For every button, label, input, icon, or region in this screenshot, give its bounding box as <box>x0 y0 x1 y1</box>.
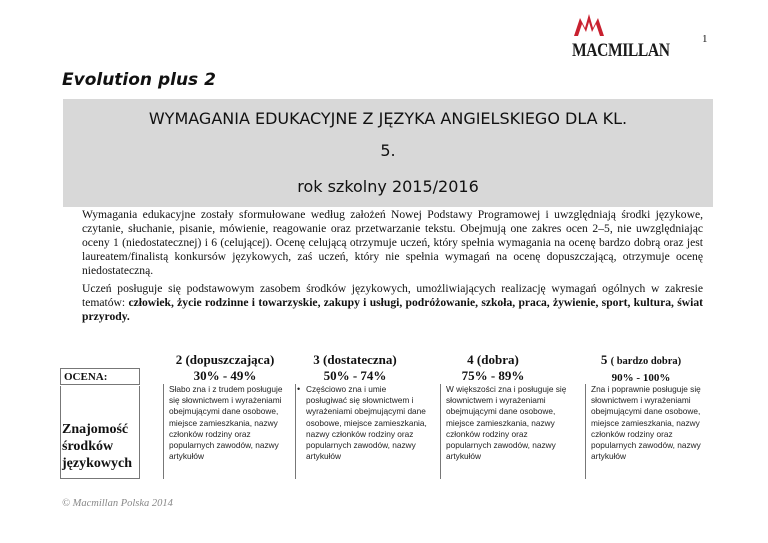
cell-grade-4: W większości zna i posługuje się słownictwem i wyrażeniami obejmującymi dane osobowe, miejsce zamieszkania, nazwy członków rodziny oraz popularnych zawodów, nazwy artykułów <box>440 384 570 479</box>
series-title: Evolution plus 2 <box>62 70 216 90</box>
title-line-2: 5. <box>380 141 396 160</box>
cell-grade-2: Słabo zna i z trudem posługuje się słownictwem i wyrażeniami obejmującymi dane osobowe, miejsce zamieszkania, nazwy członków rodziny oraz popularnych zawodów, nazwy artykułów <box>163 384 293 479</box>
grade-header-4 <box>428 352 558 384</box>
title-line-1: WYMAGANIA EDUKACYJNE Z JĘZYKA ANGIELSKIEGO DLA KL. <box>148 109 628 128</box>
macmillan-logo <box>572 10 687 60</box>
title-line-3: rok szkolny 2015/2016 <box>297 177 479 196</box>
grade-label: 2 (dopuszczająca) <box>175 352 275 367</box>
grade-percent: 90% - 100% <box>611 372 671 384</box>
brand-name: MACMILLAN <box>572 40 670 61</box>
grade-header-2 <box>160 352 290 384</box>
macmillan-emblem-icon <box>572 10 606 38</box>
grade-label <box>566 352 716 370</box>
bullet-icon: • <box>297 384 301 394</box>
intro-paragraph-2-topics: człowiek, życie rodzinne i towarzyskie, zakupy i usługi, podróżowanie, szkoła, praca, żywienie, sport, kultura, świat przyrody. <box>82 296 703 323</box>
grade-header-3 <box>290 352 420 384</box>
ocena-label: OCENA: <box>60 368 140 385</box>
copyright: © Macmillan Polska 2014 <box>62 498 173 509</box>
grade-percent: 75% - 89% <box>461 368 525 383</box>
grade-percent: 50% - 74% <box>323 368 387 383</box>
grade-label: 3 (dostateczna) <box>313 352 397 367</box>
cell-grade-3 <box>295 384 427 479</box>
row-title: Znajomość środków językowych <box>62 422 132 471</box>
title-box <box>63 99 713 207</box>
page-number: 1 <box>702 33 708 45</box>
grade-header-5 <box>566 352 716 386</box>
intro-paragraph-2-text: Uczeń posługuje się podstawowym zasobem środków językowych, umożliwiających realizację wymagań ogólnych w zakresie tematów: <box>82 282 703 309</box>
grade-percent: 30% - 49% <box>193 368 257 383</box>
grade-name: ( bardzo dobra) <box>610 356 682 367</box>
intro-paragraph-2 <box>82 282 703 324</box>
grade-number: 5 <box>600 352 608 367</box>
intro-paragraph-1: Wymagania edukacyjne zostały sformułowane według założeń Nowej Podstawy Programowej i uwzględniają środki językowe, czytanie, słuchanie, pisanie, mówienie, reagowanie oraz przetwarzanie tekstu. Obejmują one zakres ocen 2–5, nie uwzględniając oceny 1 (niedostatecznej) i 6 (celującej). Ocenę celującą otrzymuje uczeń, który spełnia wymagania na ocenę bardzo dobrą oraz jest laureatem/finalistą konkursów językowych, zaś uczeń, który nie spełnia wymagań na ocenę dopuszczającą, otrzymuje ocenę niedostateczną. <box>82 208 703 277</box>
grade-label: 4 (dobra) <box>467 352 519 367</box>
cell-grade-5: Zna i poprawnie posługuje się słownictwem i wyrażeniami obejmującymi dane osobowe, miejsce zamieszkania, nazwy członków rodziny oraz popularnych zawodów, nazwy artykułów <box>585 384 715 479</box>
cell-grade-3-text: Częściowo zna i umie posługiwać się słownictwem i wyrażeniami obejmującymi dane osobowe, miejsce zamieszkania, nazwy członków rodziny oraz popularnych zawodów, nazwy artykułów <box>306 384 427 462</box>
